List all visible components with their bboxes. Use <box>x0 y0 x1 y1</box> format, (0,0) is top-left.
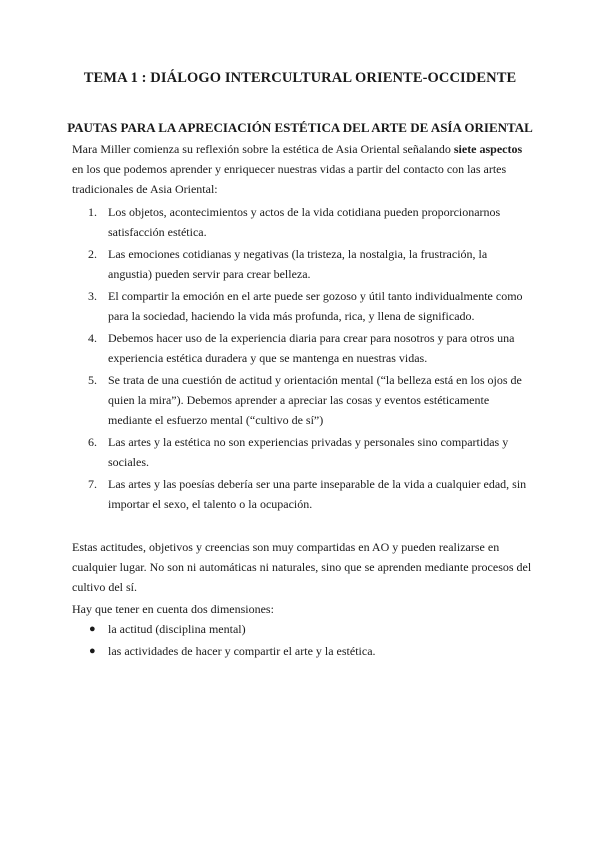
closing-paragraph: Estas actitudes, objetivos y creencias son muy compartidas en AO y pueden realizarse en cualquier lugar. No son ni automáticas ni naturales, sino que se aprenden mediante procesos del cultivo del sí. <box>72 540 532 594</box>
list-item <box>88 202 532 242</box>
list-item-text: Las emociones cotidianas y negativas (la tristeza, la nostalgia, la frustración, la angustia) pueden servir para crear belleza. <box>108 247 488 281</box>
list-item-text: Las artes y las poesías debería ser una parte inseparable de la vida a cualquier edad, sin importar el sexo, el talento o la ocupación. <box>108 477 527 511</box>
list-item-text: Los objetos, acontecimientos y actos de la vida cotidiana pueden proporcionarnos satisfacción estética. <box>108 205 501 239</box>
aspects-list <box>88 202 532 516</box>
intro-emphasis: siete aspectos <box>453 142 523 156</box>
list-item <box>88 370 532 430</box>
dimensions-intro: Hay que tener en cuenta dos dimensiones: <box>72 602 274 616</box>
list-number: 5. <box>88 373 97 387</box>
list-item-text: las actividades de hacer y compartir el arte y la estética. <box>108 644 376 658</box>
dimensions-list <box>88 619 532 663</box>
list-item-text: Se trata de una cuestión de actitud y orientación mental (“la belleza está en los ojos de quien la mira”). Debemos aprender a apreciar las cosas y eventos estéticamente mediante el esfuerzo mental (“cultivo de sí”) <box>108 373 522 427</box>
list-item <box>88 244 532 284</box>
list-number: 1. <box>88 205 97 219</box>
list-number: 2. <box>88 247 97 261</box>
list-item <box>88 286 532 326</box>
intro-paragraph <box>72 139 532 199</box>
bullet-icon: ● <box>89 623 96 635</box>
list-item <box>88 328 532 368</box>
list-item <box>88 641 532 661</box>
list-number: 4. <box>88 331 97 345</box>
list-item <box>88 619 532 639</box>
list-number: 3. <box>88 289 97 303</box>
list-item <box>88 474 532 514</box>
document-title: TEMA 1 : DIÁLOGO INTERCULTURAL ORIENTE-OCCIDENTE <box>83 70 517 86</box>
section-heading: PAUTAS PARA LA APRECIACIÓN ESTÉTICA DEL ARTE DE ASÍA ORIENTAL <box>67 120 533 135</box>
list-item-text: la actitud (disciplina mental) <box>108 622 246 636</box>
list-item-text: Debemos hacer uso de la experiencia diaria para crear para nosotros y para otros una experiencia estética duradera y que se mantenga en nuestras vidas. <box>108 331 515 365</box>
list-number: 6. <box>88 435 97 449</box>
list-number: 7. <box>88 477 97 491</box>
list-item-text: Las artes y la estética no son experiencias privadas y personales sino compartidas y sociales. <box>108 435 509 469</box>
intro-text-start: Mara Miller comienza su reflexión sobre la estética de Asia Oriental señalando <box>72 142 454 156</box>
bullet-icon: ● <box>89 645 96 657</box>
list-item <box>88 432 532 472</box>
intro-text-end: en los que podemos aprender y enriquecer nuestras vidas a partir del contacto con las artes tradicionales de Asia Oriental: <box>72 162 507 196</box>
list-item-text: El compartir la emoción en el arte puede ser gozoso y útil tanto individualmente como para la sociedad, haciendo la vida más profunda, rica, y llena de significado. <box>108 289 523 323</box>
